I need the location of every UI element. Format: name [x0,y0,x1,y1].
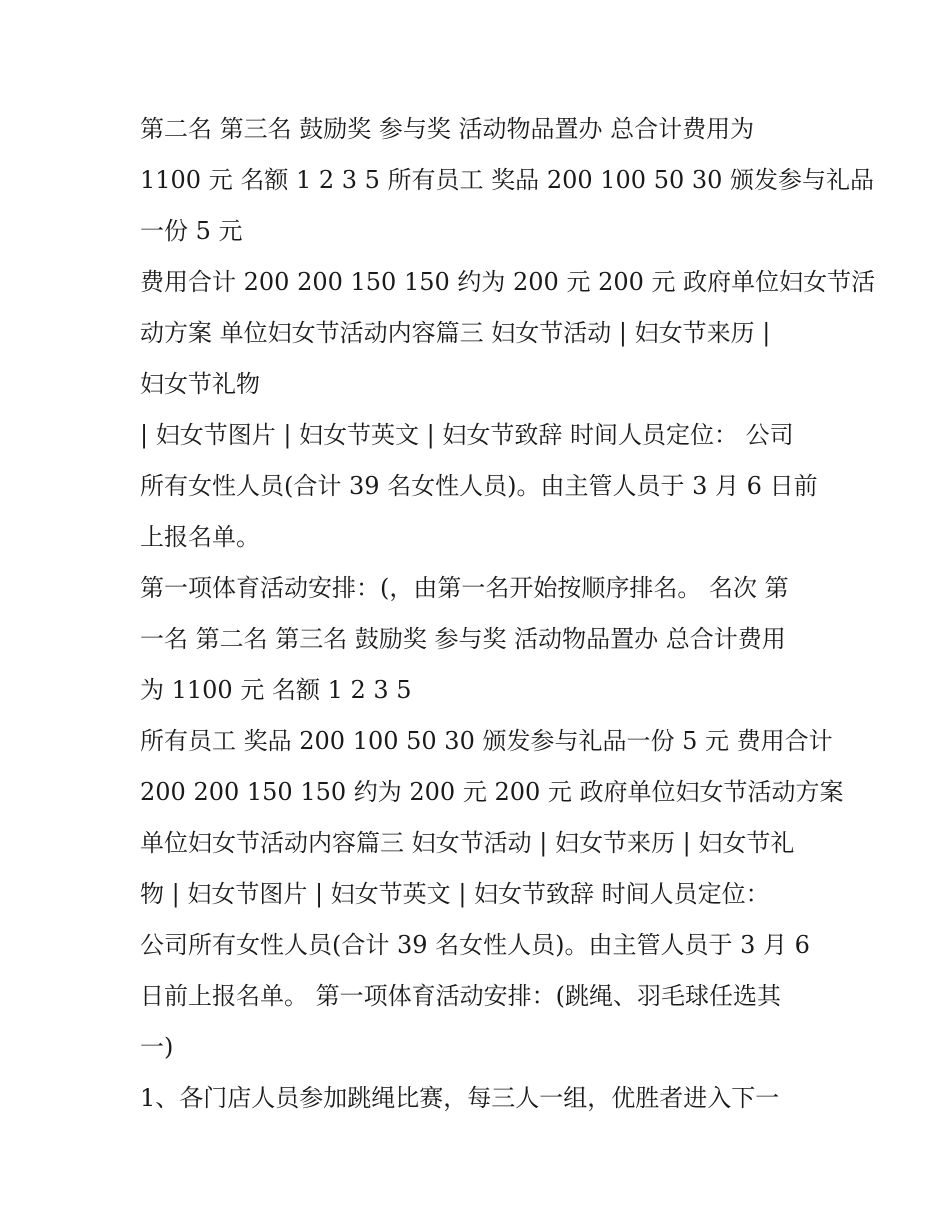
text-line: 妇女节礼物 [140,370,260,398]
text-line: 第二名 第三名 鼓励奖 参与奖 活动物品置办 总合计费用为 [140,115,755,143]
text-line: 上报名单。 [140,523,260,551]
text-line: 第一项体育活动安排：(，由第一名开始按顺序排名。 名次 第 [140,574,789,602]
text-line: 公司所有女性人员(合计 39 名女性人员)。由主管人员于 3 月 6 [140,931,810,959]
text-line: 日前上报名单。 第一项体育活动安排：(跳绳、羽毛球任选其 [140,982,781,1010]
text-line: 所有员工 奖品 200 100 50 30 颁发参与礼品一份 5 元 费用合计 [140,727,833,755]
text-line: 动方案 单位妇女节活动内容篇三 妇女节活动 | 妇女节来历 | [140,319,771,347]
text-line: 1、各门店人员参加跳绳比赛，每三人一组，优胜者进入下一 [140,1084,780,1112]
text-line: 一名 第二名 第三名 鼓励奖 参与奖 活动物品置办 总合计费用 [140,625,786,653]
text-line: 一份 5 元 [140,217,243,245]
text-line: 一) [140,1033,174,1061]
text-line: 费用合计 200 200 150 150 约为 200 元 200 元 政府单位妇女节活 [140,268,876,296]
document-body [140,104,876,1124]
text-line: 1100 元 名额 1 2 3 5 所有员工 奖品 200 100 50 30 颁发参与礼品 [140,166,875,194]
text-line: | 妇女节图片 | 妇女节英文 | 妇女节致辞 时间人员定位： 公司 [140,421,794,449]
text-line: 物 | 妇女节图片 | 妇女节英文 | 妇女节致辞 时间人员定位： [140,880,770,908]
text-line: 单位妇女节活动内容篇三 妇女节活动 | 妇女节来历 | 妇女节礼 [140,829,795,857]
text-line: 为 1100 元 名额 1 2 3 5 [140,676,412,704]
text-line: 所有女性人员(合计 39 名女性人员)。由主管人员于 3 月 6 日前 [140,472,818,500]
text-line: 200 200 150 150 约为 200 元 200 元 政府单位妇女节活动方案 [140,778,844,806]
